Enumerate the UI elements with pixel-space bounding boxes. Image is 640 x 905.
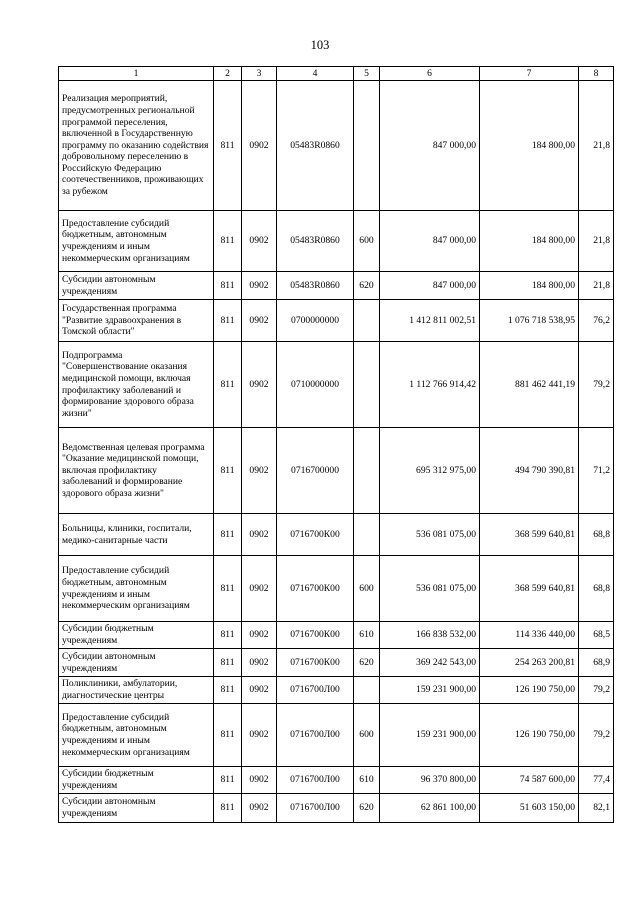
cell-col8: 68,5 (579, 622, 614, 649)
table-row (59, 677, 614, 704)
cell-col3: 0902 (242, 704, 277, 767)
cell-col5 (354, 81, 380, 211)
cell-col4: 0716700Л00 (277, 677, 354, 704)
cell-col5 (354, 677, 380, 704)
cell-col3: 0902 (242, 556, 277, 622)
row-label: Ведомственная целевая программа "Оказание медицинской помощи, включая профилактику заболеваний и формирование здорового образа жизни" (59, 428, 214, 514)
table-header-row (59, 67, 614, 81)
column-header: 8 (579, 67, 614, 81)
cell-col2: 811 (214, 428, 242, 514)
table-row (59, 514, 614, 556)
cell-col8: 76,2 (579, 300, 614, 342)
cell-col3: 0902 (242, 428, 277, 514)
cell-col7: 51 603 150,00 (480, 794, 579, 823)
cell-col6: 96 370 800,00 (380, 767, 480, 794)
cell-col8: 79,2 (579, 704, 614, 767)
cell-col2: 811 (214, 272, 242, 300)
cell-col2: 811 (214, 622, 242, 649)
cell-col3: 0902 (242, 794, 277, 823)
row-label: Субсидии бюджетным учреждениям (59, 622, 214, 649)
cell-col4: 0716700Л00 (277, 704, 354, 767)
cell-col4: 0716700000 (277, 428, 354, 514)
cell-col3: 0902 (242, 677, 277, 704)
cell-col2: 811 (214, 342, 242, 428)
column-header: 7 (480, 67, 579, 81)
row-label: Больницы, клиники, госпитали, медико-санитарные части (59, 514, 214, 556)
cell-col8: 21,8 (579, 272, 614, 300)
cell-col7: 368 599 640,81 (480, 556, 579, 622)
cell-col7: 1 076 718 538,95 (480, 300, 579, 342)
cell-col4: 0716700К00 (277, 514, 354, 556)
cell-col7: 126 190 750,00 (480, 704, 579, 767)
cell-col8: 68,8 (579, 556, 614, 622)
cell-col7: 254 263 200,81 (480, 649, 579, 677)
cell-col6: 1 112 766 914,42 (380, 342, 480, 428)
cell-col6: 166 838 532,00 (380, 622, 480, 649)
table-row (59, 428, 614, 514)
cell-col3: 0902 (242, 622, 277, 649)
row-label: Предоставление субсидий бюджетным, автономным учреждениям и иным некоммерческим организациям (59, 211, 214, 272)
cell-col7: 494 790 390,81 (480, 428, 579, 514)
cell-col7: 74 587 600,00 (480, 767, 579, 794)
row-label: Государственная программа "Развитие здравоохранения в Томской области" (59, 300, 214, 342)
cell-col2: 811 (214, 677, 242, 704)
cell-col3: 0902 (242, 81, 277, 211)
cell-col2: 811 (214, 300, 242, 342)
cell-col6: 159 231 900,00 (380, 677, 480, 704)
table-row (59, 342, 614, 428)
column-header: 5 (354, 67, 380, 81)
cell-col8: 71,2 (579, 428, 614, 514)
cell-col6: 847 000,00 (380, 211, 480, 272)
cell-col3: 0902 (242, 767, 277, 794)
cell-col5: 620 (354, 272, 380, 300)
row-label: Подпрограмма "Совершенствование оказания медицинской помощи, включая профилактику заболеваний и формирование здорового образа жизни" (59, 342, 214, 428)
table-body (59, 81, 614, 823)
row-label: Субсидии автономным учреждениям (59, 272, 214, 300)
cell-col8: 21,8 (579, 211, 614, 272)
table-row (59, 300, 614, 342)
cell-col3: 0902 (242, 342, 277, 428)
cell-col2: 811 (214, 767, 242, 794)
cell-col3: 0902 (242, 272, 277, 300)
cell-col4: 0716700Л00 (277, 767, 354, 794)
cell-col2: 811 (214, 514, 242, 556)
table-row (59, 556, 614, 622)
cell-col5: 600 (354, 704, 380, 767)
row-label: Предоставление субсидий бюджетным, автономным учреждениям и иным некоммерческим организациям (59, 704, 214, 767)
cell-col2: 811 (214, 81, 242, 211)
cell-col7: 368 599 640,81 (480, 514, 579, 556)
cell-col7: 184 800,00 (480, 272, 579, 300)
table-row (59, 649, 614, 677)
cell-col6: 695 312 975,00 (380, 428, 480, 514)
table-row (59, 767, 614, 794)
cell-col4: 0710000000 (277, 342, 354, 428)
row-label: Субсидии автономным учреждениям (59, 794, 214, 823)
row-label: Субсидии бюджетным учреждениям (59, 767, 214, 794)
cell-col5 (354, 428, 380, 514)
cell-col2: 811 (214, 211, 242, 272)
cell-col6: 1 412 811 002,51 (380, 300, 480, 342)
column-header: 6 (380, 67, 480, 81)
table-row (59, 794, 614, 823)
cell-col4: 0716700К00 (277, 622, 354, 649)
row-label: Поликлиники, амбулатории, диагностические центры (59, 677, 214, 704)
cell-col2: 811 (214, 794, 242, 823)
cell-col5 (354, 342, 380, 428)
table-row (59, 81, 614, 211)
row-label: Реализация мероприятий, предусмотренных региональной программой переселения, включенной в Государственную программу по оказанию содействия добровольному переселению в Российскую Федерацию соотечественников, проживающих за рубежом (59, 81, 214, 211)
cell-col7: 126 190 750,00 (480, 677, 579, 704)
column-header: 4 (277, 67, 354, 81)
cell-col4: 0716700К00 (277, 556, 354, 622)
cell-col6: 847 000,00 (380, 81, 480, 211)
cell-col2: 811 (214, 649, 242, 677)
table-row (59, 622, 614, 649)
cell-col3: 0902 (242, 649, 277, 677)
cell-col6: 159 231 900,00 (380, 704, 480, 767)
cell-col3: 0902 (242, 300, 277, 342)
cell-col5: 610 (354, 622, 380, 649)
cell-col8: 77,4 (579, 767, 614, 794)
cell-col7: 114 336 440,00 (480, 622, 579, 649)
row-label: Предоставление субсидий бюджетным, автономным учреждениям и иным некоммерческим организациям (59, 556, 214, 622)
cell-col6: 847 000,00 (380, 272, 480, 300)
cell-col3: 0902 (242, 514, 277, 556)
cell-col6: 62 861 100,00 (380, 794, 480, 823)
cell-col8: 82,1 (579, 794, 614, 823)
cell-col8: 79,2 (579, 342, 614, 428)
table-row (59, 272, 614, 300)
cell-col5: 620 (354, 794, 380, 823)
cell-col4: 0716700К00 (277, 649, 354, 677)
cell-col8: 68,9 (579, 649, 614, 677)
cell-col5: 600 (354, 211, 380, 272)
cell-col6: 536 081 075,00 (380, 556, 480, 622)
cell-col5 (354, 514, 380, 556)
budget-table (58, 66, 614, 823)
cell-col3: 0902 (242, 211, 277, 272)
cell-col7: 881 462 441,19 (480, 342, 579, 428)
cell-col5: 600 (354, 556, 380, 622)
cell-col8: 68,8 (579, 514, 614, 556)
page-number: 103 (310, 38, 330, 52)
cell-col4: 05483R0860 (277, 272, 354, 300)
cell-col5: 620 (354, 649, 380, 677)
column-header: 1 (59, 67, 214, 81)
cell-col7: 184 800,00 (480, 81, 579, 211)
row-label: Субсидии автономным учреждениям (59, 649, 214, 677)
cell-col4: 0700000000 (277, 300, 354, 342)
cell-col4: 0716700Л00 (277, 794, 354, 823)
cell-col8: 21,8 (579, 81, 614, 211)
cell-col4: 05483R0860 (277, 81, 354, 211)
cell-col2: 811 (214, 556, 242, 622)
cell-col2: 811 (214, 704, 242, 767)
column-header: 3 (242, 67, 277, 81)
table-row (59, 704, 614, 767)
cell-col5: 610 (354, 767, 380, 794)
cell-col6: 536 081 075,00 (380, 514, 480, 556)
cell-col4: 05483R0860 (277, 211, 354, 272)
table-row (59, 211, 614, 272)
cell-col6: 369 242 543,00 (380, 649, 480, 677)
cell-col7: 184 800,00 (480, 211, 579, 272)
cell-col5 (354, 300, 380, 342)
column-header: 2 (214, 67, 242, 81)
cell-col8: 79,2 (579, 677, 614, 704)
